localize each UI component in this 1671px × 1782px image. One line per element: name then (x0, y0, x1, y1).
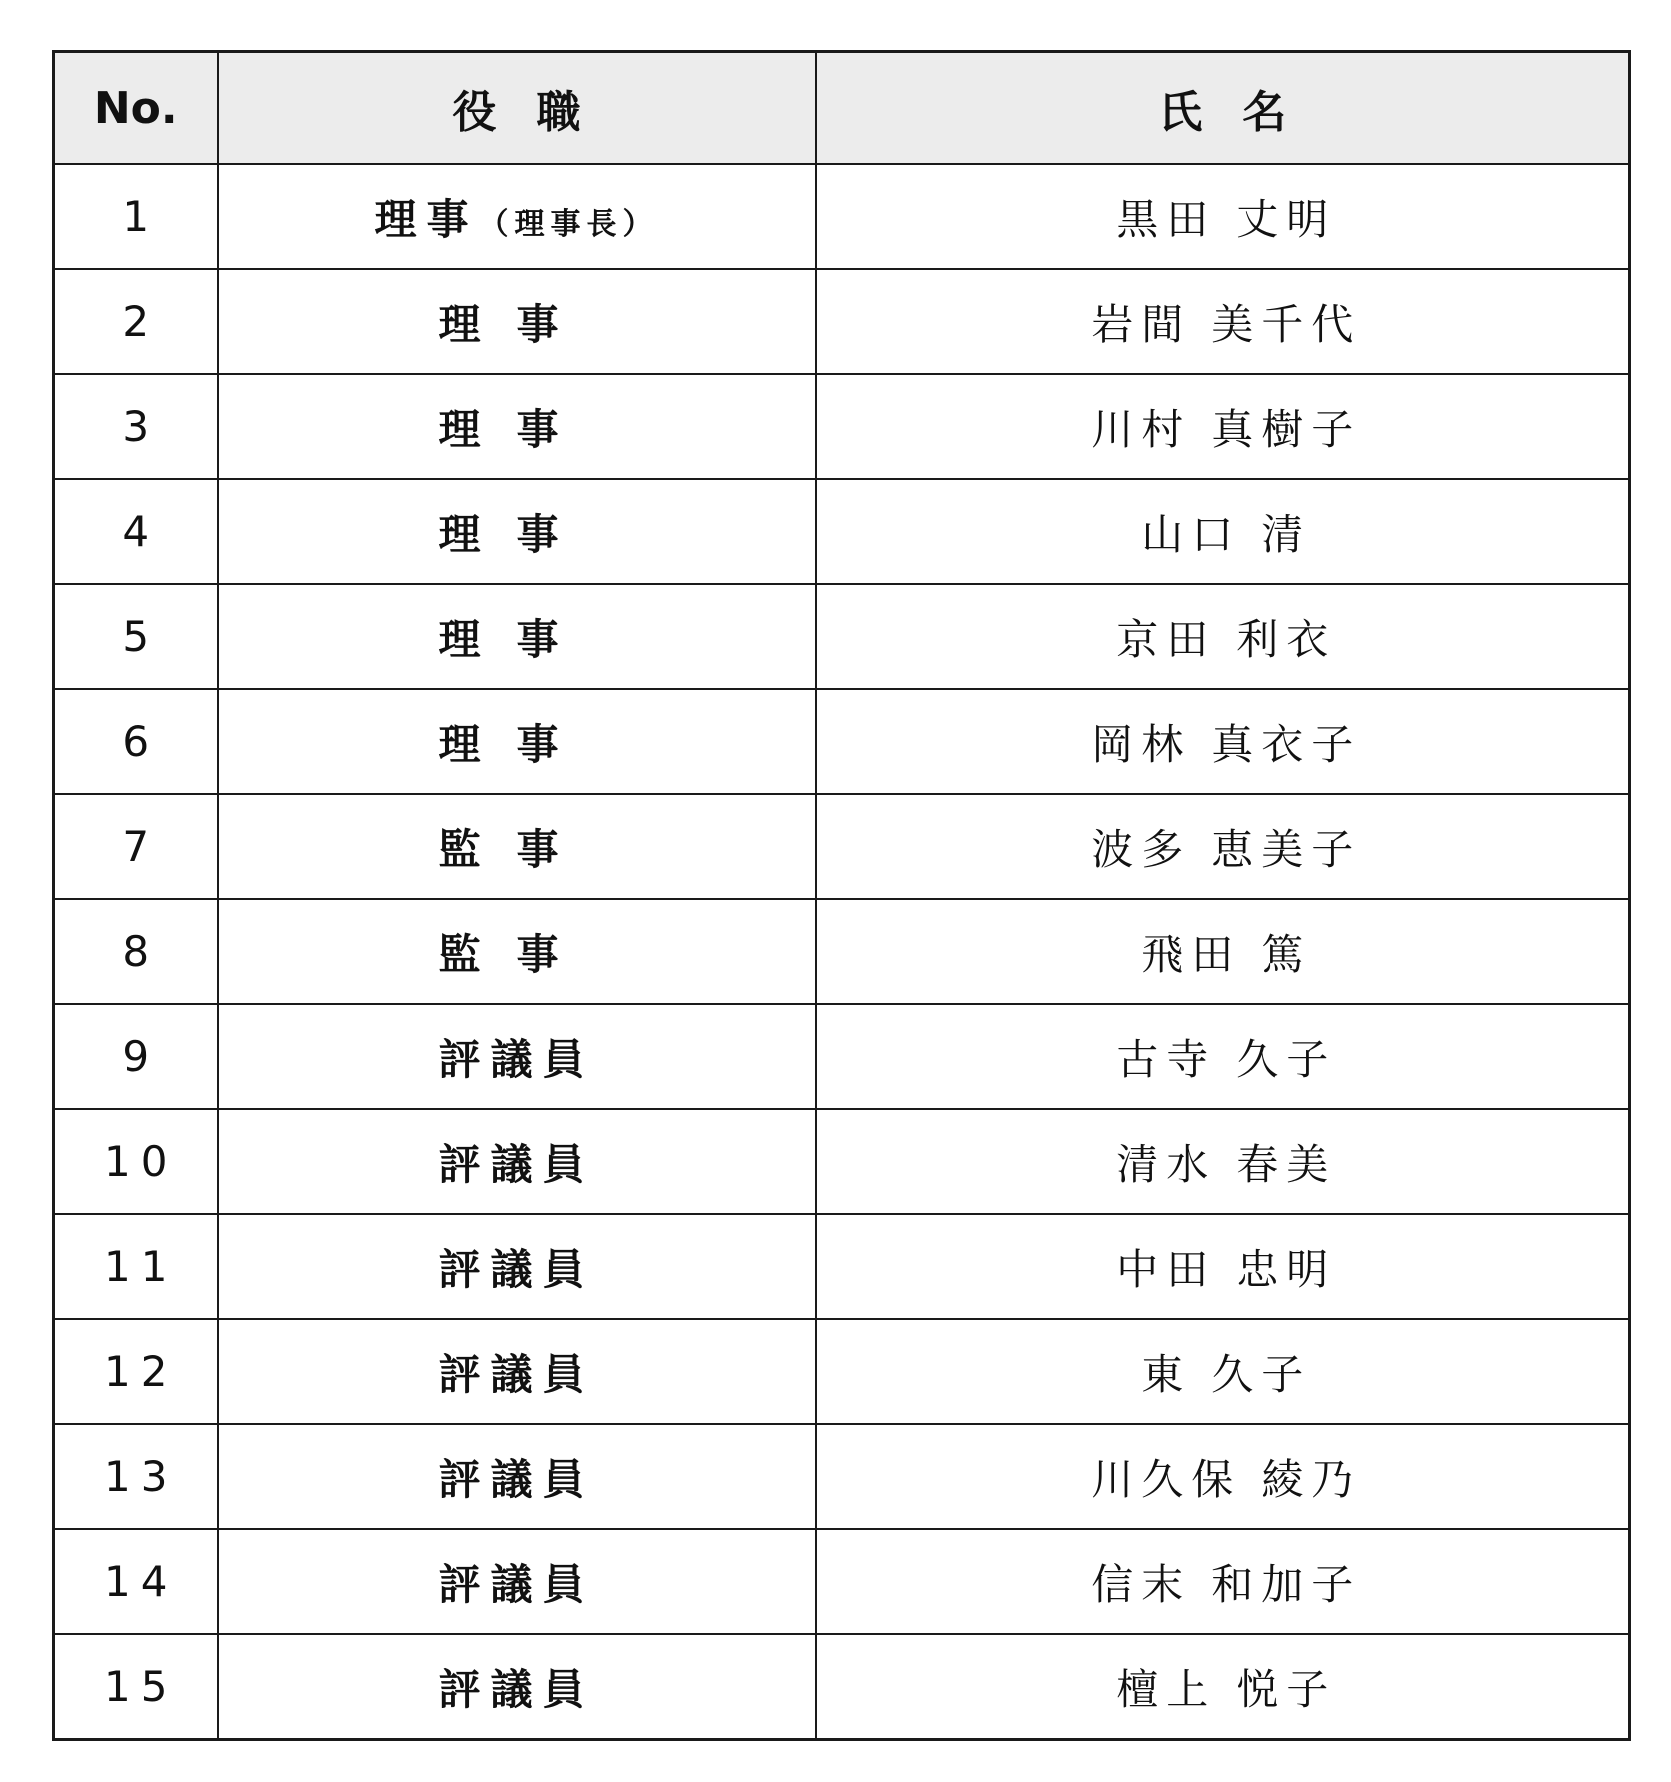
row-no: 4 (54, 479, 218, 584)
row-role (218, 374, 816, 479)
given-name: 真衣子 (1211, 719, 1362, 769)
table-header (54, 52, 1630, 165)
family-name: 檀上 (1116, 1664, 1217, 1714)
row-name (816, 1214, 1630, 1319)
role-title: 評議員 (438, 1034, 595, 1084)
family-name: 山口 (1141, 509, 1242, 559)
family-name: 古寺 (1116, 1034, 1217, 1084)
row-name (816, 269, 1630, 374)
header-row (54, 52, 1630, 165)
row-no: 5 (54, 584, 218, 689)
role-title: 評議員 (438, 1664, 595, 1714)
given-name: 篤 (1261, 929, 1312, 979)
given-name: 久子 (1211, 1349, 1312, 1399)
row-role (218, 1529, 816, 1634)
row-role (218, 1319, 816, 1424)
table-row (54, 1109, 1630, 1214)
given-name: 利衣 (1236, 614, 1337, 664)
row-name (816, 1424, 1630, 1529)
given-name: 和加子 (1211, 1559, 1362, 1609)
header-role: 役職 (218, 52, 816, 165)
row-name (816, 584, 1630, 689)
row-name (816, 1634, 1630, 1740)
table-row (54, 689, 1630, 794)
table-row (54, 164, 1630, 269)
row-name (816, 1004, 1630, 1109)
role-title: 評議員 (438, 1139, 595, 1189)
row-role (218, 689, 816, 794)
role-title: 評議員 (438, 1349, 595, 1399)
given-name: 美千代 (1211, 299, 1362, 349)
row-name (816, 899, 1630, 1004)
role-title: 理事 (438, 404, 595, 454)
table-row (54, 899, 1630, 1004)
row-role (218, 1109, 816, 1214)
row-no: 9 (54, 1004, 218, 1109)
family-name: 京田 (1116, 614, 1217, 664)
row-no: 11 (54, 1214, 218, 1319)
family-name: 中田 (1116, 1244, 1217, 1294)
table-row (54, 269, 1630, 374)
family-name: 岡林 (1091, 719, 1192, 769)
row-role (218, 794, 816, 899)
row-no: 12 (54, 1319, 218, 1424)
row-no: 15 (54, 1634, 218, 1740)
family-name: 飛田 (1141, 929, 1242, 979)
row-name (816, 164, 1630, 269)
family-name: 川久保 (1091, 1454, 1242, 1504)
table-row (54, 479, 1630, 584)
given-name: 綾乃 (1261, 1454, 1362, 1504)
given-name: 悦子 (1236, 1664, 1337, 1714)
row-role (218, 1424, 816, 1529)
row-no: 7 (54, 794, 218, 899)
given-name: 忠明 (1236, 1244, 1337, 1294)
role-title: 理事 (438, 299, 595, 349)
role-title: 監事 (438, 824, 595, 874)
row-name (816, 1529, 1630, 1634)
role-note: （理事長） (478, 206, 659, 242)
table-row (54, 794, 1630, 899)
row-role (218, 584, 816, 689)
row-no: 6 (54, 689, 218, 794)
row-role (218, 479, 816, 584)
header-name: 氏名 (816, 52, 1630, 165)
table-row (54, 1529, 1630, 1634)
role-title: 理事 (438, 509, 595, 559)
role-title: 理事 (374, 194, 479, 244)
given-name: 恵美子 (1211, 824, 1362, 874)
family-name: 黒田 (1116, 194, 1217, 244)
given-name: 丈明 (1236, 194, 1337, 244)
row-name (816, 794, 1630, 899)
role-title: 評議員 (438, 1244, 595, 1294)
row-role (218, 1634, 816, 1740)
officer-roster-table (52, 50, 1631, 1741)
row-role (218, 899, 816, 1004)
family-name: 清水 (1116, 1139, 1217, 1189)
row-name (816, 374, 1630, 479)
row-role (218, 1004, 816, 1109)
row-no: 14 (54, 1529, 218, 1634)
table-body (54, 164, 1630, 1740)
given-name: 久子 (1236, 1034, 1337, 1084)
table-row (54, 1319, 1630, 1424)
role-title: 評議員 (438, 1454, 595, 1504)
row-no: 13 (54, 1424, 218, 1529)
family-name: 川村 (1091, 404, 1192, 454)
role-title: 理事 (438, 614, 595, 664)
row-no: 3 (54, 374, 218, 479)
family-name: 波多 (1091, 824, 1192, 874)
row-no: 8 (54, 899, 218, 1004)
role-title: 評議員 (438, 1559, 595, 1609)
table-row (54, 374, 1630, 479)
role-title: 理事 (438, 719, 595, 769)
row-role (218, 1214, 816, 1319)
row-name (816, 1319, 1630, 1424)
row-no: 2 (54, 269, 218, 374)
row-no: 10 (54, 1109, 218, 1214)
row-name (816, 689, 1630, 794)
role-title: 監事 (438, 929, 595, 979)
family-name: 信末 (1091, 1559, 1192, 1609)
table-row (54, 1634, 1630, 1740)
family-name: 東 (1141, 1349, 1192, 1399)
table-row (54, 584, 1630, 689)
given-name: 清 (1261, 509, 1312, 559)
row-role (218, 164, 816, 269)
table-row (54, 1424, 1630, 1529)
given-name: 真樹子 (1211, 404, 1362, 454)
family-name: 岩間 (1091, 299, 1192, 349)
row-role (218, 269, 816, 374)
given-name: 春美 (1236, 1139, 1337, 1189)
table-row (54, 1214, 1630, 1319)
row-no: 1 (54, 164, 218, 269)
row-name (816, 479, 1630, 584)
row-name (816, 1109, 1630, 1214)
header-no: No. (54, 52, 218, 165)
table-row (54, 1004, 1630, 1109)
